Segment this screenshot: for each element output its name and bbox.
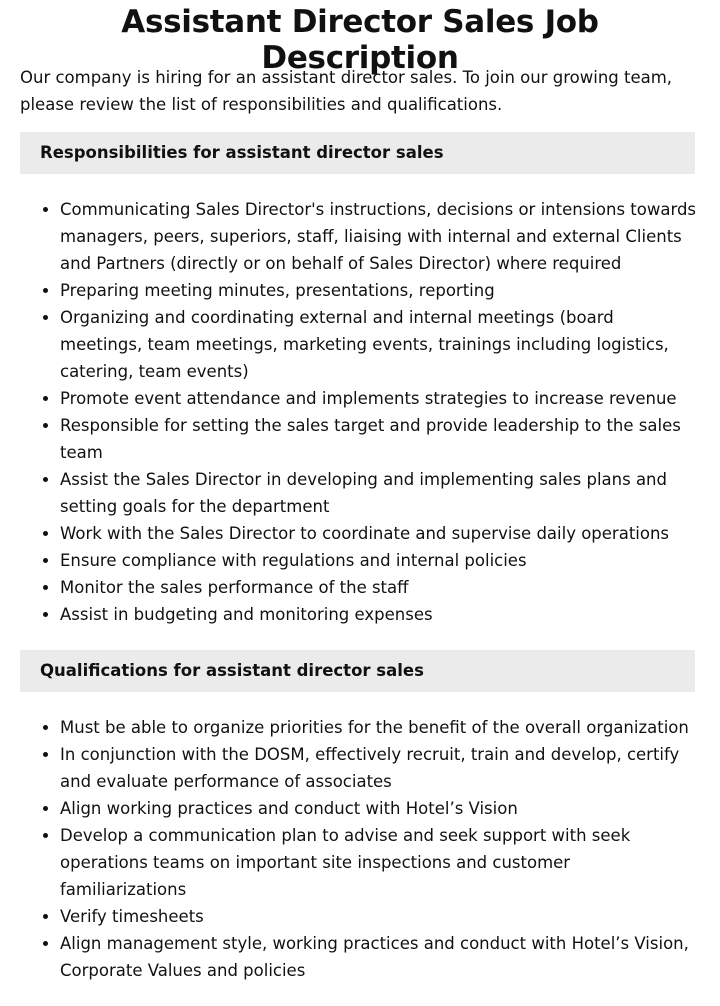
page-title: Assistant Director Sales Job Description (121, 4, 599, 76)
list-item: • Align working practices and conduct with Hotel’s Vision (60, 795, 700, 822)
section-heading: Responsibilities for assistant director sales (20, 132, 695, 174)
list-item: • Monitor the sales performance of the staff (60, 574, 700, 601)
list-item: • Develop a communication plan to advise and seek support with seek operations teams on important site inspections and customer familiarizations (60, 822, 700, 903)
list-item: • Promote event attendance and implements strategies to increase revenue (60, 385, 700, 412)
list-item: • Organizing and coordinating external and internal meetings (board meetings, team meetings, marketing events, trainings including logistics, catering, team events) (60, 304, 700, 385)
list-item: • Must be able to organize priorities for the benefit of the overall organization (60, 714, 700, 741)
intro-text: Our company is hiring for an assistant director sales. To join our growing team, please review the list of responsibilities and qualifications. (20, 68, 673, 114)
list-item: • Align management style, working practices and conduct with Hotel’s Vision, Corporate Values and policies (60, 930, 700, 984)
list-item: • Assist in budgeting and monitoring expenses (60, 601, 700, 628)
list-item: • Ensure compliance with regulations and internal policies (60, 547, 700, 574)
sections (20, 132, 700, 984)
list-item: • Assist the Sales Director in developing and implementing sales plans and setting goals for the department (60, 466, 700, 520)
list-item: • In conjunction with the DOSM, effectively recruit, train and develop, certify and evaluate performance of associates (60, 741, 700, 795)
section-list (20, 196, 700, 628)
list-item: • Verify timesheets (60, 903, 700, 930)
list-item: • Work with the Sales Director to coordinate and supervise daily operations (60, 520, 700, 547)
section-list (20, 714, 700, 984)
list-item: • Preparing meeting minutes, presentations, reporting (60, 277, 700, 304)
list-item: • Responsible for setting the sales target and provide leadership to the sales team (60, 412, 700, 466)
list-item: • Communicating Sales Director's instructions, decisions or intensions towards managers, peers, superiors, staff, liaising with internal and external Clients and Partners (directly or on behalf of Sales Director) where required (60, 196, 700, 277)
section-heading: Qualifications for assistant director sales (20, 650, 695, 692)
